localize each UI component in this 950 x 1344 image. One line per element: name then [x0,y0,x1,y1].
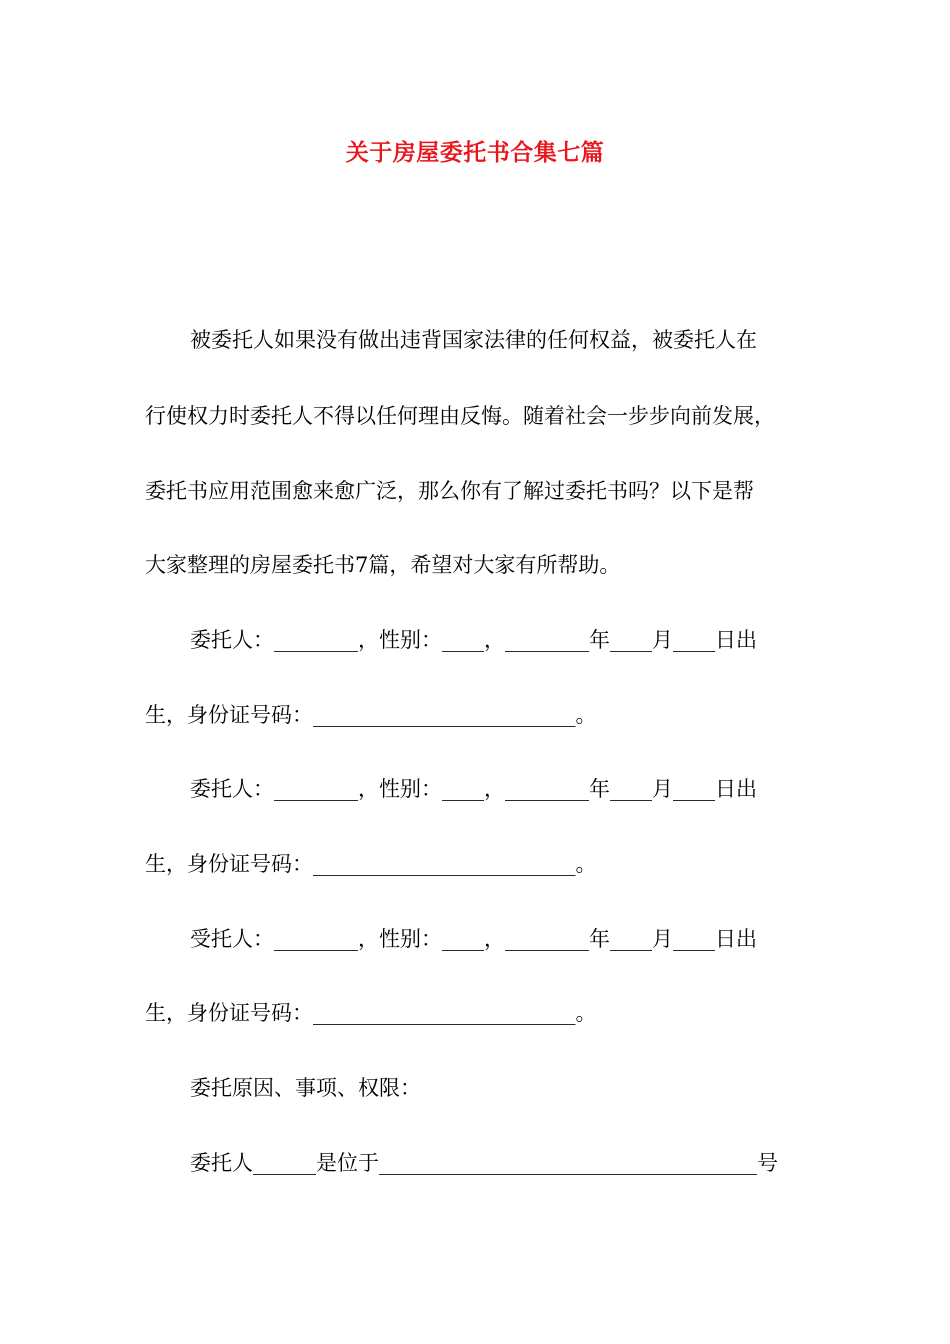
section-heading: 委托原因、事项、权限： [190,1076,421,1100]
intro-line-4: 大家整理的房屋委托书7篇，希望对大家有所帮助。 [145,553,621,577]
principal-2-line-1: 委托人：________，性别：____，________年____月____日出 [190,777,757,801]
principal-2-line-2: 生，身份证号码：_________________________。 [145,852,597,876]
intro-line-2: 行使权力时委托人不得以任何理由反悔。随着社会一步步向前发展， [145,404,775,428]
principal-1-line-1: 委托人：________，性别：____，________年____月____日出 [190,628,757,652]
entrust-line: 委托人______是位于____________________________________号 [190,1151,778,1175]
intro-line-1: 被委托人如果没有做出违背国家法律的任何权益，被委托人在 [190,328,757,352]
agent-line-2: 生，身份证号码：_________________________。 [145,1001,597,1025]
intro-line-3: 委托书应用范围愈来愈广泛，那么你有了解过委托书吗？以下是帮 [145,479,754,503]
agent-line-1: 受托人：________，性别：____，________年____月____日出 [190,927,757,951]
document-title: 关于房屋委托书合集七篇 [345,139,605,166]
principal-1-line-2: 生，身份证号码：_________________________。 [145,703,597,727]
